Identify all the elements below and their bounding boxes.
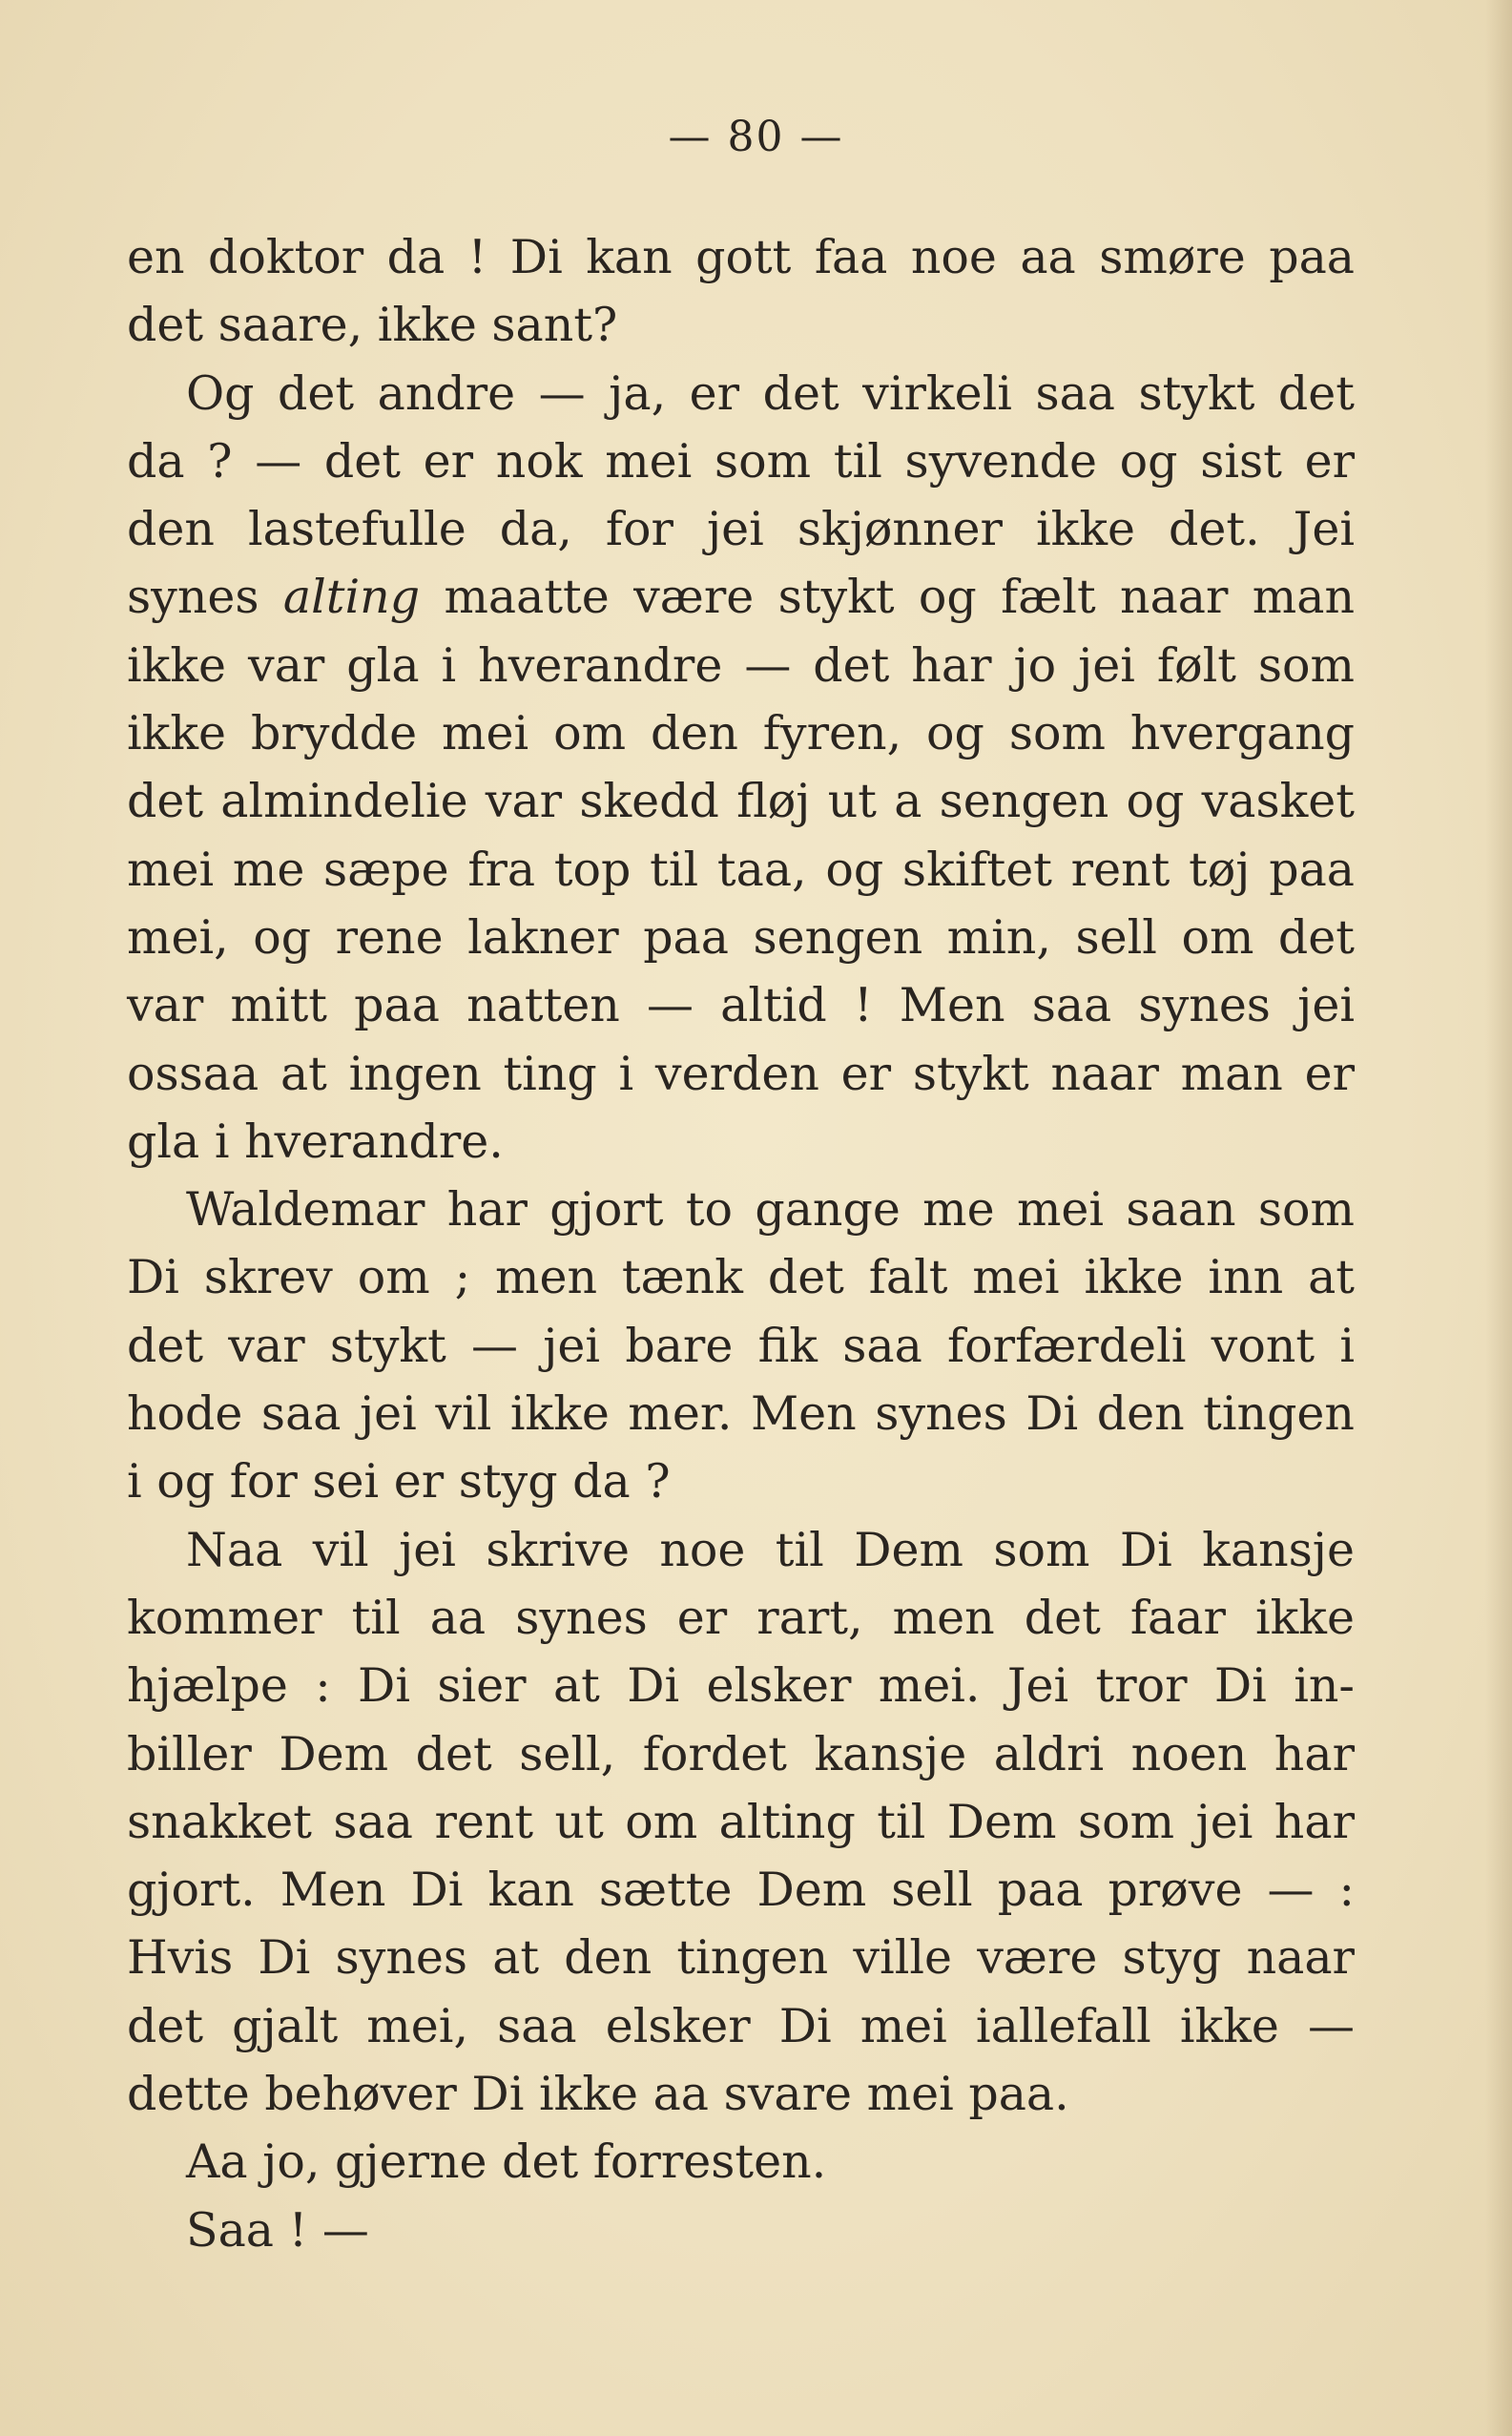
text-line: ikke var gla i hverandre — det har jo jei følt som [127, 637, 1355, 693]
text-line: dette behøver Di ikke aa svare mei paa. [127, 2067, 1069, 2122]
text-line: snakket saa rent ut om alting til Dem som jei har [127, 1794, 1355, 1849]
text-line: Naa vil jei skrive noe til Dem som Di kansje [186, 1522, 1355, 1577]
text-line: hode saa jei vil ikke mer. Men synes Di den tingen [127, 1386, 1355, 1442]
text-line: mei, og rene lakner paa sengen min, sell om det [127, 909, 1355, 965]
text-line: biller Dem det sell, fordet kansje aldri noen har [127, 1726, 1355, 1781]
text-line: det var stykt — jei bare fik saa forfærdeli vont i [127, 1318, 1355, 1373]
text-line: ossaa at ingen ting i verden er stykt naar man er [127, 1046, 1355, 1101]
text-line: den lastefulle da, for jei skjønner ikke det. Jei [127, 502, 1355, 557]
text-line: kommer til aa synes er rart, men det faar ikke [127, 1590, 1355, 1645]
text-line: i og for sei er styg da ? [127, 1454, 671, 1509]
text-line: det almindelie var skedd fløj ut a sengen og vasket [127, 774, 1355, 829]
text-line: mei me sæpe fra top til taa, og skiftet rent tøj paa [127, 842, 1355, 897]
text-line: det saare, ikke sant? [127, 298, 618, 353]
text-line: Waldemar har gjort to gange me mei saan som [186, 1182, 1355, 1238]
emphasized-word: alting [282, 570, 421, 625]
text-line: Hvis Di synes at den tingen ville være styg naar [127, 1930, 1355, 1986]
text-line: gla i hverandre. [127, 1114, 504, 1169]
text-line: var mitt paa natten — altid ! Men saa synes jei [127, 978, 1355, 1033]
text-line: Og det andre — ja, er det virkeli saa stykt det [186, 365, 1355, 421]
text-line: Saa ! — [186, 2202, 369, 2258]
text-line: gjort. Men Di kan sætte Dem sell paa prøve — : [127, 1863, 1355, 1918]
text-line: Di skrev om ; men tænk det falt mei ikke inn at [127, 1250, 1355, 1305]
text-line: ikke brydde mei om den fyren, og som hvergang [127, 706, 1355, 761]
text-line: da ? — det er nok mei som til syvende og sist er [127, 433, 1355, 489]
text-fragment: maatte være stykt og fælt naar man [444, 570, 1356, 625]
text-line: en doktor da ! Di kan gott faa noe aa smøre paa [127, 230, 1355, 284]
text-line: Aa jo, gjerne det forresten. [186, 2134, 827, 2190]
body-text [127, 223, 1355, 2264]
page-edge-shadow [1485, 0, 1512, 2436]
text-fragment: synes [127, 570, 259, 625]
text-line [127, 563, 1355, 631]
text-line: hjælpe : Di sier at Di elsker mei. Jei tror Di in- [127, 1658, 1355, 1714]
page-number: — 80 — [668, 113, 844, 161]
text-line: det gjalt mei, saa elsker Di mei iallefall ikke — [127, 1998, 1355, 2053]
